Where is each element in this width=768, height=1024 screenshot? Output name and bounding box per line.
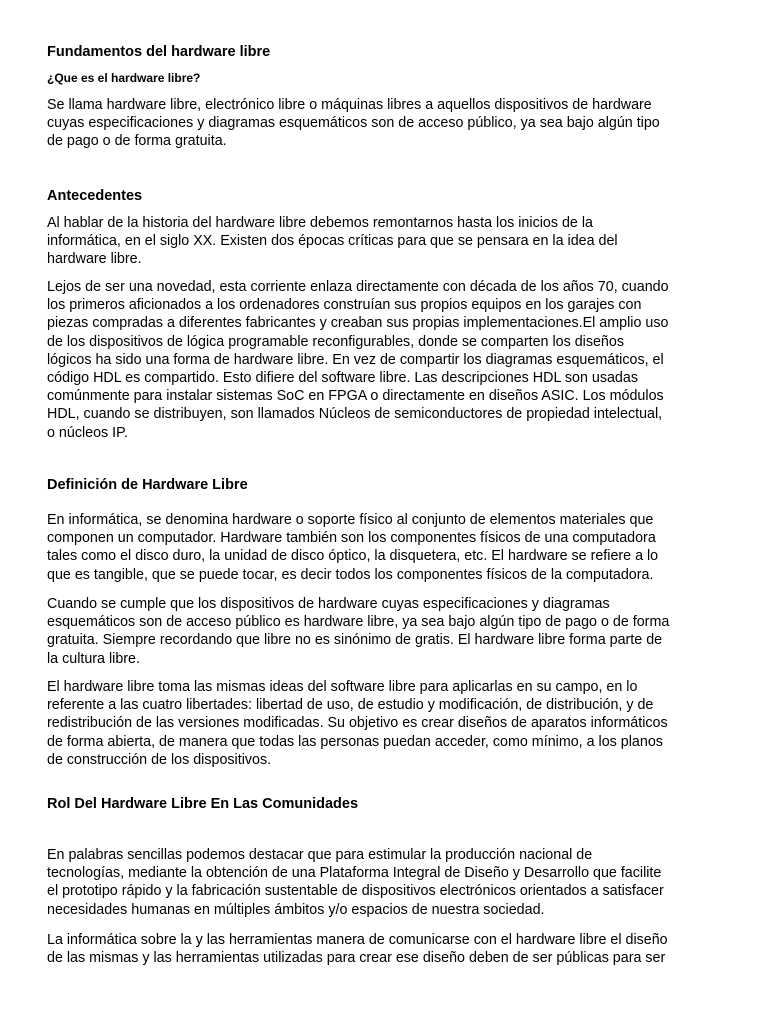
section-heading-antecedentes: Antecedentes (47, 188, 143, 204)
document-title: Fundamentos del hardware libre (47, 44, 271, 60)
rol-paragraph-2: La informática sobre la y las herramientas manera de comunicarse con el hardware libre el diseño de las mismas y las herramientas utilizadas para crear ese diseño deben de ser públicas para ser (47, 932, 668, 967)
antecedentes-paragraph-1: Al hablar de la historia del hardware libre debemos remontarnos hasta los inicios de la informática, en el siglo XX. Existen dos épocas críticas para que se pensara en la idea del hardware libre. (47, 215, 618, 268)
intro-paragraph: Se llama hardware libre, electrónico libre o máquinas libres a aquellos dispositivos de hardware cuyas especificaciones y diagramas esquemáticos son de acceso público, ya sea bajo algún tipo de pago o de forma gratuita. (47, 97, 660, 150)
document-subtitle: ¿Que es el hardware libre? (47, 71, 201, 85)
definicion-paragraph-3: El hardware libre toma las mismas ideas del software libre para aplicarlas en su campo, en lo referente a las cuatro libertades: libertad de uso, de estudio y modificación, de distribución, y de redistribución de las versiones modificadas. Su objetivo es crear diseños de aparatos informáticos de forma abierta, de manera que todas las personas puedan acceder, como mínimo, a los planos de construcción de los dispositivos. (47, 679, 668, 768)
section-heading-rol: Rol Del Hardware Libre En Las Comunidades (47, 796, 359, 812)
definicion-paragraph-2: Cuando se cumple que los dispositivos de hardware cuyas especificaciones y diagramas esquemáticos son de acceso público es hardware libre, ya sea bajo algún tipo de pago o de forma gratuita. Siempre recordando que libre no es sinónimo de gratis. El hardware libre forma parte de la cultura libre. (47, 596, 670, 667)
section-heading-definicion: Definición de Hardware Libre (47, 477, 248, 493)
antecedentes-paragraph-2: Lejos de ser una novedad, esta corriente enlaza directamente con década de los años 70, cuando los primeros aficionados a los ordenadores construían sus propios equipos en los garajes con piezas compradas a diferentes fabricantes y creaban sus propias implementaciones.El amplio uso de los dispositivos de lógica programable reconfigurables, donde se comparten los diseños lógicos ha sido una forma de hardware libre. En vez de compartir los diagramas esquemáticos, el código HDL es compartido. Esto difiere del software libre. Las descripciones HDL son usadas comúnmente para instalar sistemas SoC en FPGA o directamente en diseños ASIC. Los módulos HDL, cuando se distribuyen, son llamados Núcleos de semiconductores de propiedad intelectual, o núcleos IP. (47, 279, 669, 441)
rol-paragraph-1: En palabras sencillas podemos destacar que para estimular la producción nacional de tecnologías, mediante la obtención de una Plataforma Integral de Diseño y Desarrollo que facilite el prototipo rápido y la fabricación sustentable de dispositivos electrónicos orientados a satisfacer necesidades humanas en múltiples ámbitos y/o espacios de nuestra sociedad. (47, 847, 664, 918)
definicion-paragraph-1: En informática, se denomina hardware o soporte físico al conjunto de elementos materiales que componen un computador. Hardware también son los componentes físicos de una computadora tales como el disco duro, la unidad de disco óptico, la disquetera, etc. El hardware se refiere a lo que es tangible, que se puede tocar, es decir todos los componentes físicos de la computadora. (47, 512, 659, 583)
